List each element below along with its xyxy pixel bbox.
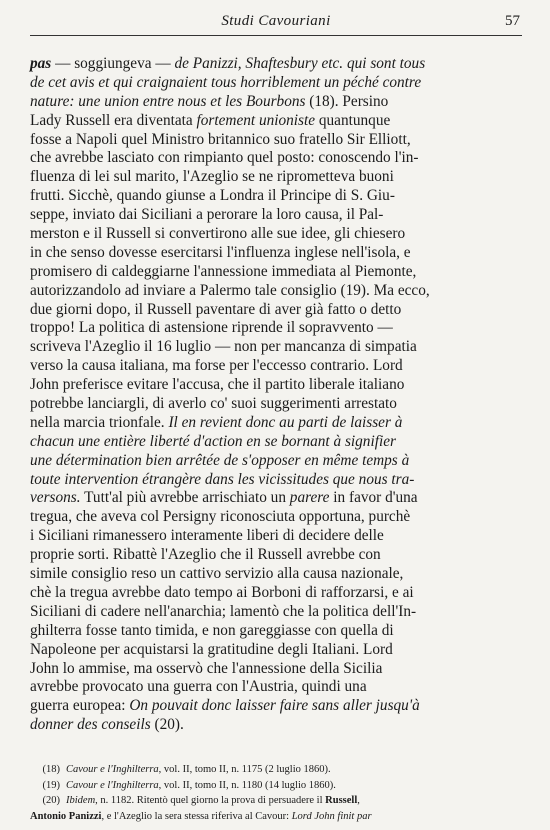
text-run: Antonio Panizzi: [30, 810, 102, 822]
text-run: de cet avis et qui craignaient tous horriblement un péché contre: [30, 73, 422, 91]
text-run: , vol. II, tomo II, n. 1180 (14 luglio 1860).: [158, 779, 336, 791]
text-line: [30, 414, 520, 433]
page-header: [30, 13, 522, 37]
text-run: proprie sorti. Ribattè l'Azeglio che il Russell avrebbe con: [30, 546, 381, 564]
footnote-19: [30, 778, 524, 794]
text-line: [30, 527, 520, 546]
text-line: [30, 168, 520, 187]
header-rule: [30, 35, 522, 36]
text-line: [30, 244, 520, 263]
text-run: (20).: [150, 716, 184, 734]
text-run: toute intervention étrangère dans les vicissitudes que nous tra-: [30, 470, 415, 488]
text-run: troppo! La politica di astensione riprende il sopravvento —: [30, 319, 393, 337]
footnote-18: [30, 762, 524, 778]
text-run: promisero di caldeggiarne l'annessione immediata al Piemonte,: [30, 262, 417, 280]
text-run: quantunque: [315, 111, 391, 129]
text-run: nature: une union entre nous et les Bourbons: [30, 92, 306, 110]
text-line: [30, 584, 520, 603]
text-run: Cavour e l'Inghilterra: [66, 764, 159, 775]
text-line: [30, 263, 520, 282]
text-run: i Siciliani rimanessero interamente liberi di decidere delle: [30, 527, 384, 545]
text-run: donner des conseils: [30, 716, 151, 734]
text-run: avrebbe provocato una guerra con l'Austria, quindi una: [30, 678, 367, 696]
text-run: Napoleone per acquistarsi la gratitudine degli Italiani. Lord: [30, 640, 393, 658]
footnote-number: (20): [42, 795, 60, 806]
text-run: Ibidem: [66, 795, 96, 806]
text-line: [30, 93, 520, 112]
text-run: On pouvait donc laisser faire sans aller jusqu'à: [129, 697, 420, 715]
text-run: autorizzandolo ad inviare a Palermo tale consiglio (19). Ma ecco,: [30, 281, 430, 299]
text-run: fosse a Napoli quel Ministro britannico suo fratello Sir Elliott,: [30, 130, 411, 148]
text-run: versons.: [30, 489, 81, 507]
text-run: Siciliani di cadere nell'anarchia; lamentò che la politica dell'In-: [30, 602, 417, 620]
text-line: [30, 319, 520, 338]
text-run: chacun une entière liberté d'action en se bornant à signifier: [30, 432, 396, 450]
text-line: [30, 603, 520, 622]
footnote-20-continued: [30, 809, 524, 825]
text-run: merston e il Russell si convertirono alle sue idee, gli chiesero: [30, 225, 406, 243]
text-line: [30, 546, 520, 565]
text-run: due giorni dopo, il Russell paventare di aver già fatto o detto: [30, 300, 402, 318]
text-run: pas: [30, 55, 52, 72]
text-line: [30, 55, 520, 74]
text-line: [30, 112, 520, 131]
text-run: Tutt'al più avrebbe arrischiato un: [80, 489, 290, 507]
text-line: [30, 508, 520, 527]
text-line: [30, 716, 520, 735]
text-run: guerra europea:: [30, 697, 130, 715]
text-run: de Panizzi, Shaftesbury etc. qui sont tous: [174, 55, 426, 72]
text-line: [30, 452, 520, 471]
text-line: [30, 622, 520, 641]
text-run: potrebbe lanciargli, di averlo co' suoi suggerimenti arrestato: [30, 395, 397, 413]
text-line: [30, 74, 520, 93]
text-run: ,: [357, 795, 360, 806]
text-run: — soggiungeva —: [51, 55, 175, 72]
text-run: scriveva l'Azeglio il 16 luglio — non per mancanza di simpatia: [30, 338, 417, 356]
text-run: Il en revient donc au parti de laisser à: [168, 413, 403, 431]
text-line: [30, 187, 520, 206]
text-run: che avrebbe lasciato con rimpianto quel posto: conoscendo l'in-: [30, 149, 419, 167]
text-line: [30, 489, 520, 508]
text-line: [30, 225, 520, 244]
text-line: [30, 338, 520, 357]
text-run: ghilterra fosse tanto timida, e non gareggiasse con quella di: [30, 621, 394, 639]
footnotes: [30, 762, 524, 824]
text-line: [30, 301, 520, 320]
footnote-20: [30, 793, 524, 809]
page-number: 57: [505, 13, 520, 29]
text-run: John preferisce evitare l'accusa, che il partito liberale italiano: [30, 376, 405, 394]
text-run: in favor d'una: [329, 489, 418, 507]
text-run: Russell: [325, 795, 358, 806]
text-run: , vol. II, tomo II, n. 1175 (2 luglio 1860).: [158, 764, 331, 775]
text-run: fluenza di lei sul marito, l'Azeglio se ne riprometteva buoni: [30, 168, 394, 186]
text-line: [30, 206, 520, 225]
text-run: verso la causa italiana, ma forse per l'eccesso contrario. Lord: [30, 357, 403, 375]
text-line: [30, 697, 520, 716]
footnote-number: (19): [42, 779, 60, 791]
body-text: [30, 55, 520, 735]
running-title: Studi Cavouriani: [221, 13, 331, 29]
text-run: tregua, che aveva col Persigny riconosciuta opportuna, purchè: [30, 508, 411, 526]
text-run: , n. 1182. Ritentò quel giorno la prova di persuadere il: [95, 795, 326, 806]
text-line: [30, 149, 520, 168]
text-line: [30, 395, 520, 414]
text-run: chè la tregua avrebbe dato tempo ai Borboni di rafforzarsi, e ai: [30, 583, 414, 601]
text-run: frutti. Sicchè, quando giunse a Londra il Principe di S. Giu-: [30, 187, 395, 205]
text-run: nella marcia trionfale.: [30, 413, 169, 431]
footnote-number: (18): [42, 764, 60, 775]
text-line: [30, 641, 520, 660]
text-line: [30, 660, 520, 679]
text-run: , e l'Azeglio la sera stessa riferiva al Cavour:: [101, 810, 292, 822]
text-run: fortement unioniste: [196, 111, 316, 129]
text-line: [30, 131, 520, 150]
text-run: seppe, inviato dai Siciliani a perorare la loro causa, il Pal-: [30, 206, 384, 224]
text-line: [30, 565, 520, 584]
text-run: (18). Persino: [305, 92, 389, 110]
text-run: John lo ammise, ma osservò che l'annessione della Sicilia: [30, 659, 383, 677]
text-run: parere: [289, 489, 330, 507]
text-line: [30, 357, 520, 376]
text-line: [30, 433, 520, 452]
text-line: [30, 376, 520, 395]
text-run: Lord John finit par: [291, 810, 372, 822]
text-line: [30, 678, 520, 697]
text-run: Lady Russell era diventata: [30, 111, 197, 129]
text-run: une détermination bien arrêtée de s'opposer en même temps à: [30, 451, 410, 469]
text-run: Cavour e l'Inghilterra: [66, 779, 159, 791]
text-line: [30, 282, 520, 301]
text-run: in che senso dovesse esercitarsi l'influenza inglese nell'isola, e: [30, 243, 411, 261]
text-line: [30, 471, 520, 490]
text-run: simile consiglio reso un cattivo servizio alla causa nazionale,: [30, 565, 404, 583]
